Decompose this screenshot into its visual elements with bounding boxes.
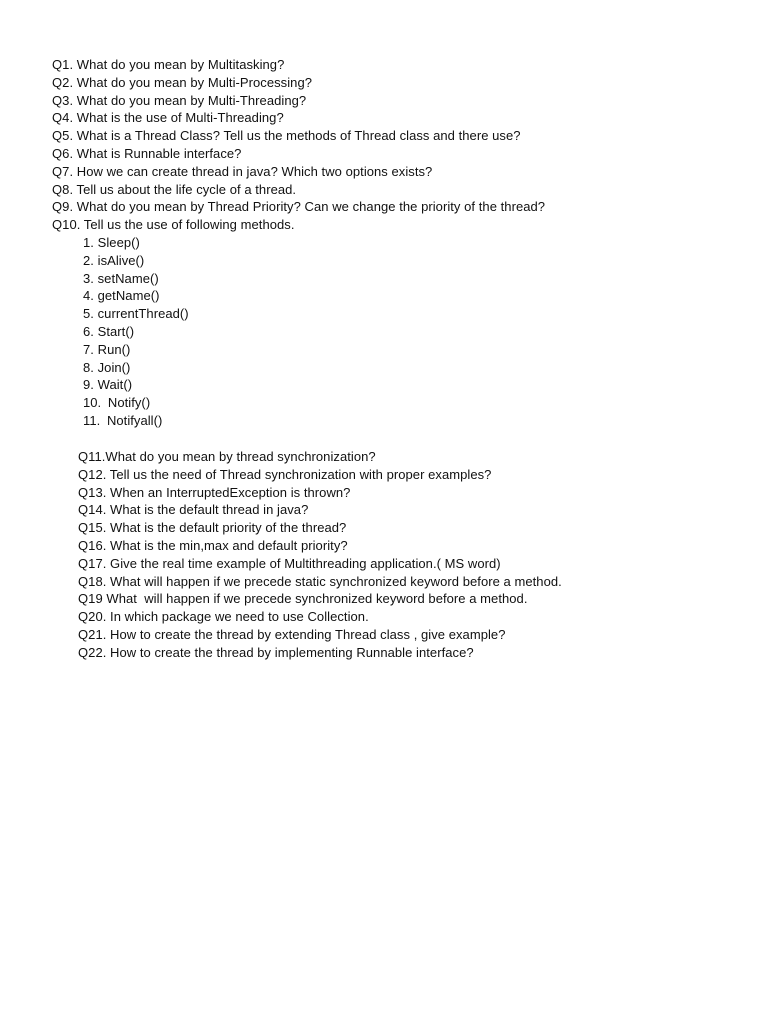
- method-number: 11.: [83, 412, 101, 428]
- method-list: [83, 234, 189, 430]
- method-list-item: [83, 270, 189, 288]
- question-line: Q20. In which package we need to use Collection.: [78, 609, 369, 625]
- method-name: Wait(): [97, 377, 133, 393]
- method-name: currentThread(): [97, 306, 189, 322]
- method-list-item: [83, 341, 189, 359]
- question-list-part1: [52, 56, 545, 234]
- question-line: Q9. What do you mean by Thread Priority? Can we change the priority of the thread?: [52, 199, 546, 215]
- question-line: Q6. What is Runnable interface?: [52, 145, 242, 161]
- method-number: 3.: [83, 270, 94, 286]
- question-line: Q10. Tell us the use of following methods.: [52, 217, 295, 233]
- method-number: 5.: [83, 306, 94, 322]
- method-list-item: [83, 287, 189, 305]
- method-list-item: [83, 305, 189, 323]
- question-line: Q19 What will happen if we precede synchronized keyword before a method.: [78, 591, 528, 607]
- question-line: Q5. What is a Thread Class? Tell us the methods of Thread class and there use?: [52, 128, 521, 144]
- method-name: Sleep(): [97, 235, 140, 250]
- question-line: Q21. How to create the thread by extending Thread class , give example?: [78, 626, 506, 642]
- question-line: Q14. What is the default thread in java?: [78, 502, 309, 518]
- method-list-item: [83, 234, 189, 252]
- question-line: Q11.What do you mean by thread synchronization?: [78, 449, 376, 464]
- method-name: Notify(): [107, 395, 151, 411]
- method-list-item: [83, 376, 189, 394]
- method-name: Run(): [97, 341, 131, 357]
- question-line: Q8. Tell us about the life cycle of a thread.: [52, 181, 297, 197]
- question-line: Q4. What is the use of Multi-Threading?: [52, 110, 284, 126]
- question-line: Q17. Give the real time example of Multithreading application.( MS word): [78, 555, 501, 571]
- question-line: Q12. Tell us the need of Thread synchronization with proper examples?: [78, 466, 492, 482]
- method-number: 2.: [83, 252, 94, 268]
- question-line: Q1. What do you mean by Multitasking?: [52, 57, 285, 72]
- question-line: Q15. What is the default priority of the thread?: [78, 520, 347, 536]
- method-number: 8.: [83, 359, 94, 375]
- question-list-part2: [78, 448, 562, 662]
- question-line: Q16. What is the min,max and default priority?: [78, 537, 348, 553]
- method-list-item: [83, 252, 189, 270]
- method-list-item: [83, 323, 189, 341]
- method-number: 4.: [83, 288, 94, 304]
- method-name: Notifyall(): [106, 412, 163, 428]
- method-number: 10.: [83, 395, 102, 411]
- question-line: Q22. How to create the thread by implementing Runnable interface?: [78, 644, 474, 660]
- method-number: 9.: [83, 377, 94, 393]
- method-number: 6.: [83, 323, 94, 339]
- method-list-item: [83, 394, 189, 412]
- question-line: Q18. What will happen if we precede static synchronized keyword before a method.: [78, 573, 562, 589]
- question-line: Q7. How we can create thread in java? Which two options exists?: [52, 163, 433, 179]
- method-number: 1.: [83, 235, 94, 250]
- method-name: Start(): [97, 323, 135, 339]
- method-name: isAlive(): [97, 252, 145, 268]
- method-list-item: [83, 359, 189, 377]
- question-line: Q13. When an InterruptedException is thrown?: [78, 484, 351, 500]
- method-name: getName(): [97, 288, 160, 304]
- question-line: Q2. What do you mean by Multi-Processing?: [52, 74, 312, 90]
- method-number: 7.: [83, 341, 94, 357]
- question-line: Q3. What do you mean by Multi-Threading?: [52, 92, 307, 108]
- method-name: Join(): [97, 359, 131, 375]
- method-name: setName(): [97, 270, 159, 286]
- method-list-item: [83, 412, 189, 430]
